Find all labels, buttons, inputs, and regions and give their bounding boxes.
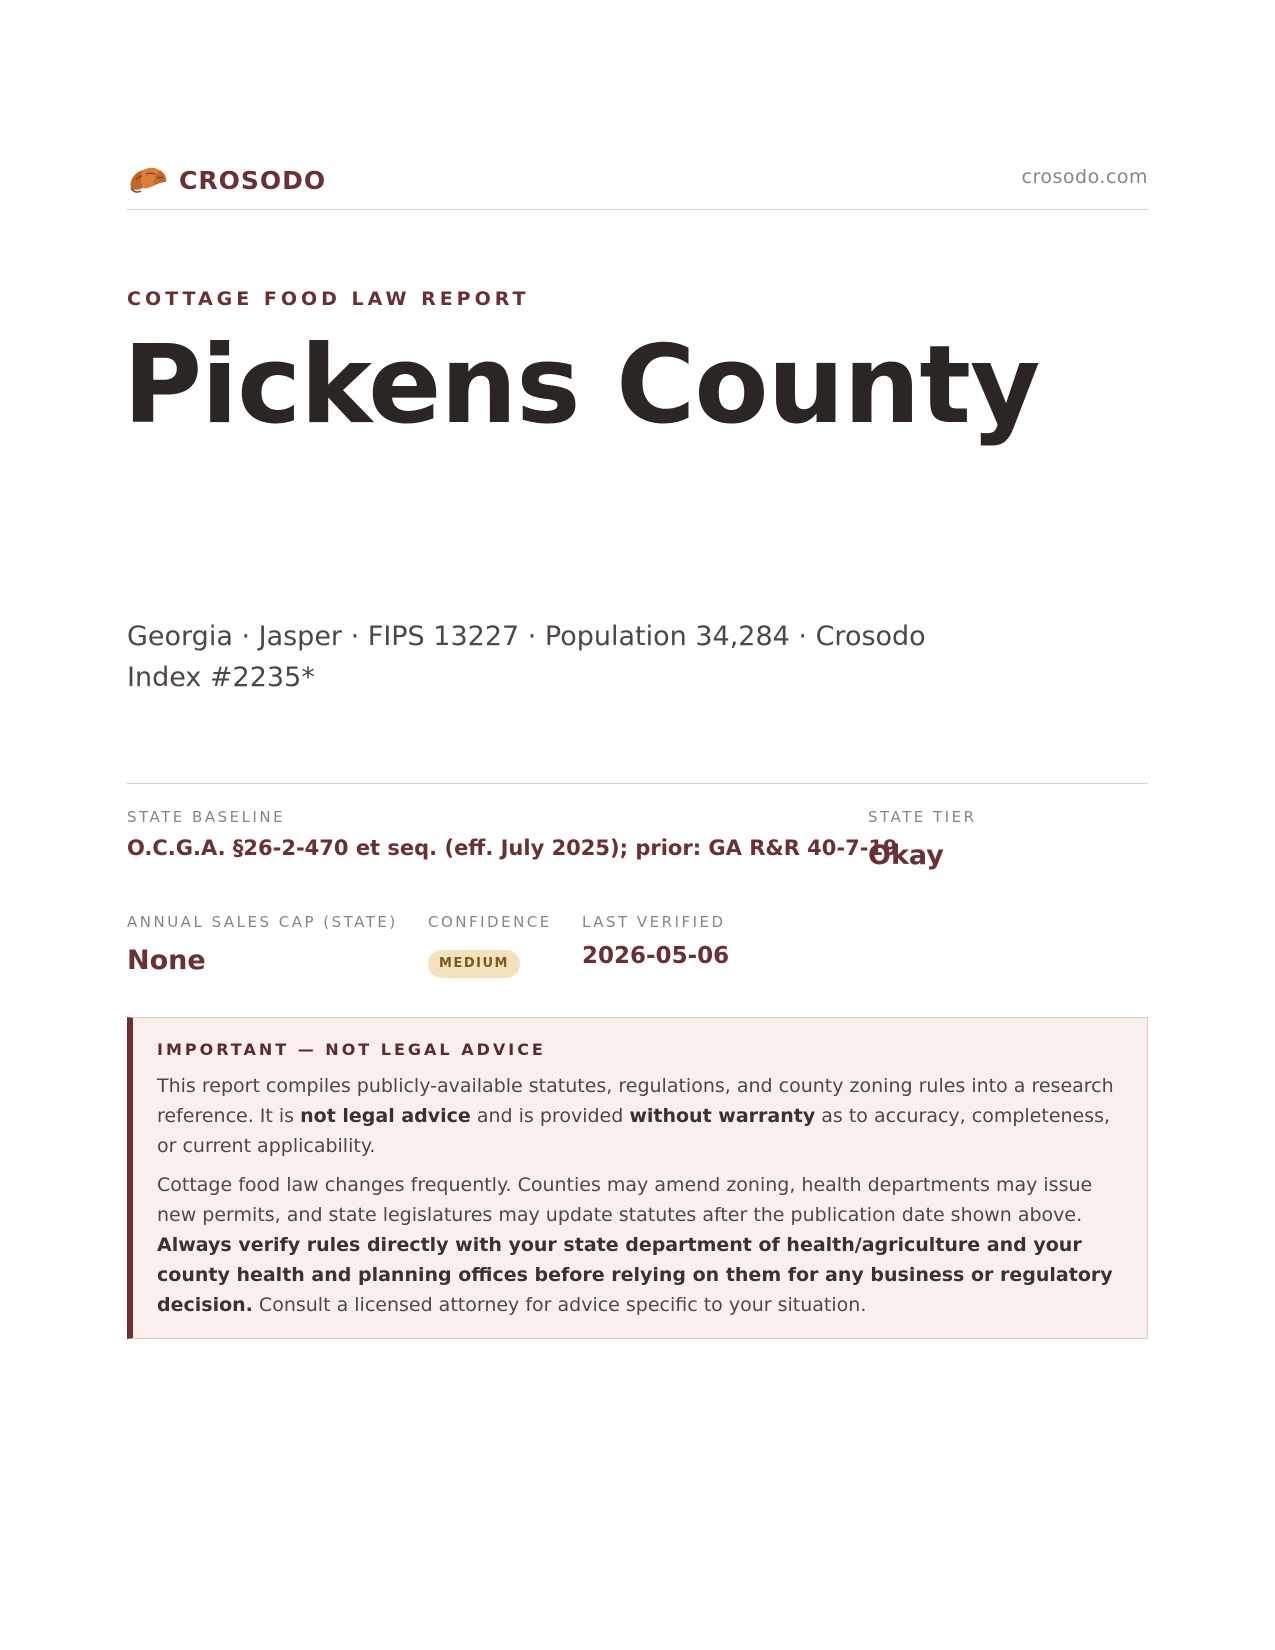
site-url-link[interactable]: crosodo.com (1021, 166, 1148, 188)
last-verified-value: 2026-05-06 (582, 943, 730, 969)
confidence-label: CONFIDENCE (428, 913, 552, 931)
report-subtitle: Georgia · Jasper · FIPS 13227 · Population 34,284 · Crosodo Index #2235* (127, 621, 926, 693)
notice-text: and is provided (470, 1105, 630, 1127)
notice-paragraph-1 (157, 1071, 1123, 1161)
confidence-badge: MEDIUM (428, 950, 520, 978)
state-baseline-value: O.C.G.A. §26-2-470 et seq. (eff. July 2025); prior: GA R&R 40-7-19 (127, 836, 898, 860)
legal-notice (127, 1017, 1148, 1339)
report-page (123, 0, 1148, 1650)
page-title: Pickens County (123, 323, 1040, 448)
notice-text: Cottage food law changes frequently. Counties may amend zoning, health departments may issue new permits, and state legislatures may update statutes after the publication date shown above. (157, 1174, 1093, 1226)
state-baseline-label: STATE BASELINE (127, 808, 286, 826)
notice-emphasis: not legal advice (300, 1105, 471, 1127)
notice-emphasis: Always verify rules directly with your state department of health/agriculture and your county health and planning offices before relying on them for any business or regulatory decision. (157, 1234, 1113, 1316)
notice-emphasis: without warranty (629, 1105, 816, 1127)
brand-name: CROSODO (179, 165, 327, 195)
notice-text: Consult a licensed attorney for advice specific to your situation. (252, 1294, 867, 1316)
notice-text: This report compiles publicly-available statutes, regulations, and county zoning rules into a research reference. It is (157, 1075, 1114, 1127)
croissant-icon (127, 162, 169, 198)
brand[interactable] (127, 162, 326, 198)
sales-cap-value: None (127, 945, 206, 976)
page-header (127, 158, 1148, 210)
state-tier-label: STATE TIER (868, 808, 977, 826)
last-verified-label: LAST VERIFIED (582, 913, 726, 931)
sales-cap-label: ANNUAL SALES CAP (STATE) (127, 913, 398, 931)
notice-paragraph-2 (157, 1170, 1123, 1320)
state-tier-value: Okay (868, 840, 944, 871)
report-kicker: COTTAGE FOOD LAW REPORT (127, 288, 530, 310)
section-divider (127, 783, 1148, 784)
notice-heading: IMPORTANT — NOT LEGAL ADVICE (157, 1040, 546, 1059)
notice-text: as to accuracy, completeness, or current applicability. (157, 1105, 1111, 1157)
